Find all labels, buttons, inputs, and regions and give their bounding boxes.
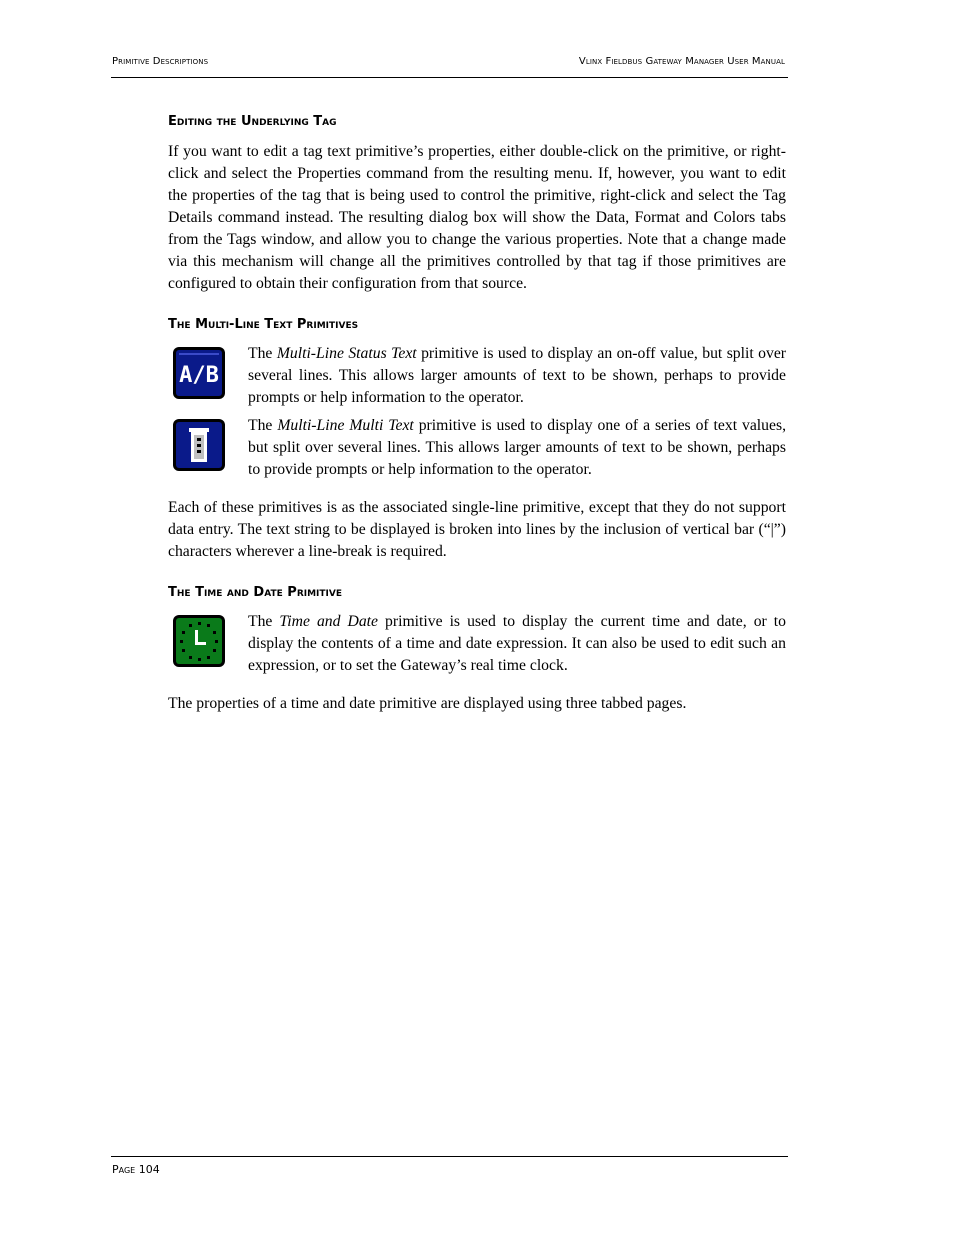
time-date-description: The Time and Date primitive is used to display the current time and date, or to display the contents of a time and date expression. It can also be used to edit such an expression, or to set the Gateway’s real time clock. [248,613,787,674]
page-body [168,106,786,715]
ab-status-text-icon [171,345,227,401]
multiline-multi-item [168,415,786,481]
multiline-multi-name: Multi-Line Multi Text [277,417,414,434]
heading-editing-tag: Editing the Underlying Tag [168,114,337,129]
page-number: Page 104 [112,1163,160,1176]
header-section-title: Primitive Descriptions [112,56,209,67]
svg-text:A/B: A/B [179,363,219,388]
multiline-status-description: The Multi-Line Status Text primitive is used to display an on-off value, but split over several lines. This allows larger amounts of text to be shown, perhaps to provide prompts or help information to the operator. [248,345,787,406]
multiline-status-name: Multi-Line Status Text [276,345,417,362]
heading-multiline-text: The Multi-Line Text Primitives [168,317,359,332]
multiline-status-item [168,343,786,409]
paragraph-editing-tag: If you want to edit a tag text primitive’s properties, either double-click on the primitive, or right-click and select the Properties command from the resulting menu. If, however, you want to edit the properties of the tag that is being used to control the primitive, right-click and select the Tag Details command instead. The resulting dialog box will show the Data, Format and Colors tabs from the Tags window, and allow you to change the various properties. Note that a change made via this mechanism will change all the primitives controlled by that tag if those primitives are configured to obtain their configuration from that source. [168,143,786,292]
time-date-name: Time and Date [279,613,379,630]
footer-divider [111,1156,788,1157]
multiline-multi-description: The Multi-Line Multi Text primitive is used to display one of a series of text values, but split over several lines. This allows larger amounts of text to be shown, perhaps to provide prompts or help information to the operator. [248,417,786,478]
clock-icon [171,613,227,669]
header-manual-title: Vlinx Fieldbus Gateway Manager User Manual [578,56,785,67]
multi-text-icon [171,417,227,473]
time-date-item [168,611,786,677]
paragraph-multiline-notes: Each of these primitives is as the associated single-line primitive, except that they do not support data entry. The text string to be displayed is broken into lines by the inclusion of vertical bar (“|”) characters wherever a line-break is required. [168,499,786,560]
heading-time-date: The Time and Date Primitive [168,585,342,600]
header-divider [111,77,788,78]
paragraph-time-date-properties: The properties of a time and date primitive are displayed using three tabbed pages. [168,695,687,712]
